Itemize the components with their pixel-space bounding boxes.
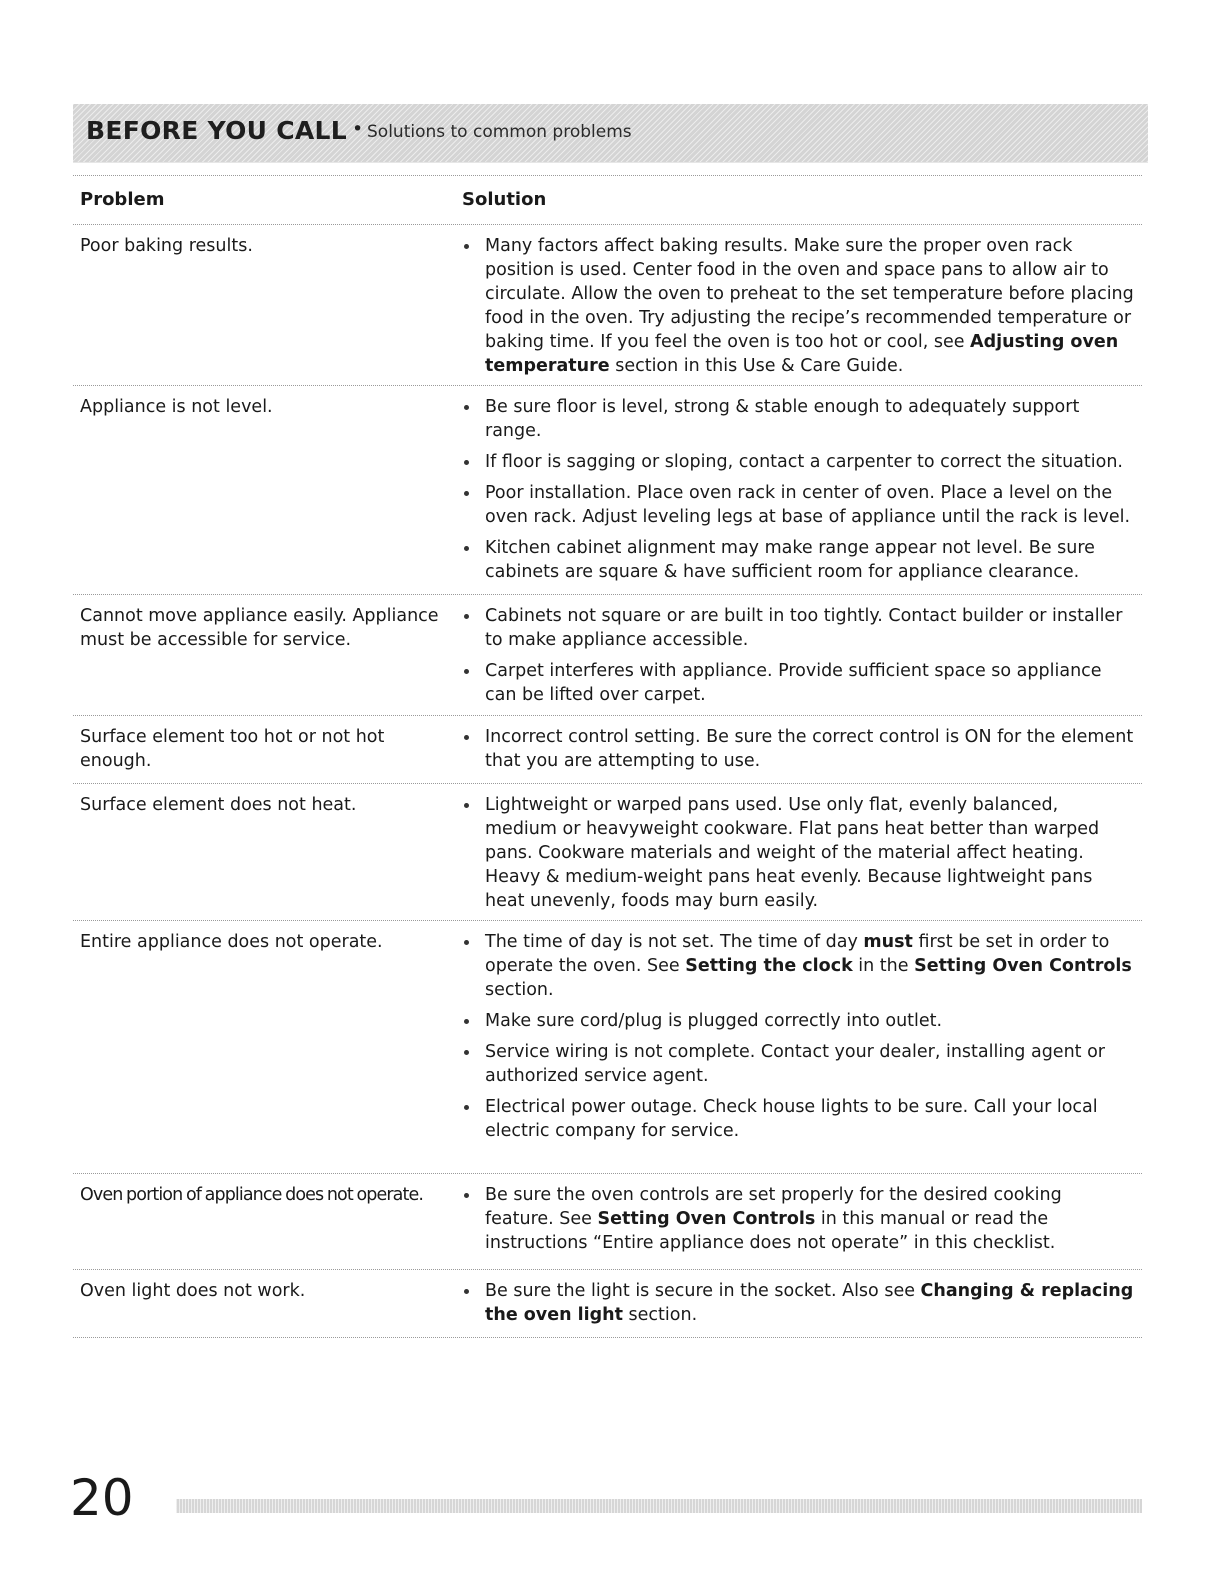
- solution-item: [462, 1040, 1134, 1088]
- solution-text: If floor is sagging or sloping, contact a carpenter to correct the situation.: [485, 452, 1123, 472]
- solution-list: [462, 1183, 1134, 1255]
- table-row: [73, 595, 1142, 716]
- solution-item: [462, 1009, 1134, 1033]
- banner-separator: •: [352, 118, 364, 140]
- problem-cell: Oven portion of appliance does not operate.: [80, 1185, 423, 1205]
- solution-item: [462, 481, 1134, 529]
- solution-item: [462, 1095, 1134, 1143]
- solution-bold-text: Adjusting oven temperature: [485, 332, 1119, 376]
- solution-text: The time of day is not set. The time of day: [485, 932, 864, 952]
- solution-text: first be set in order to operate the oven. See: [485, 932, 1110, 976]
- bullet-icon: [464, 460, 469, 465]
- bullet-icon: [464, 1019, 469, 1024]
- solution-text: Incorrect control setting. Be sure the correct control is ON for the element that you are attempting to use.: [485, 727, 1134, 771]
- solution-text: in this manual or read the instructions “Entire appliance does not operate” in this checklist.: [485, 1209, 1056, 1253]
- bullet-icon: [464, 1050, 469, 1055]
- problem-cell: Surface element too hot or not hot enough.: [80, 727, 385, 771]
- solution-list: [462, 395, 1134, 584]
- solution-text: Electrical power outage. Check house lights to be sure. Call your local electric company for service.: [485, 1097, 1098, 1141]
- header-solution: Solution: [462, 189, 547, 210]
- banner-title: BEFORE YOU CALL: [86, 116, 348, 145]
- solution-item: [462, 395, 1134, 443]
- table-row: [73, 921, 1142, 1174]
- bullet-icon: [464, 546, 469, 551]
- banner-subtitle: Solutions to common problems: [367, 122, 632, 142]
- solution-item: [462, 1183, 1134, 1255]
- solution-bold-text: Setting the clock: [685, 956, 853, 976]
- problem-cell: Oven light does not work.: [80, 1281, 306, 1301]
- solution-item: [462, 450, 1134, 474]
- solution-text: Be sure the oven controls are set properly for the desired cooking feature. See: [485, 1185, 1062, 1229]
- solution-text: Be sure floor is level, strong & stable enough to adequately support range.: [485, 397, 1080, 441]
- problem-cell: Entire appliance does not operate.: [80, 932, 383, 952]
- solution-text: Poor installation. Place oven rack in center of oven. Place a level on the oven rack. Adjust leveling legs at base of appliance until the rack is level.: [485, 483, 1131, 527]
- solution-list: [462, 234, 1134, 378]
- solution-item: [462, 604, 1134, 652]
- solution-bold-text: must: [863, 932, 913, 952]
- bullet-icon: [464, 940, 469, 945]
- bullet-icon: [464, 244, 469, 249]
- solution-list: [462, 725, 1134, 773]
- page-number: 20: [70, 1469, 134, 1527]
- table-row: [73, 716, 1142, 784]
- bullet-icon: [464, 1289, 469, 1294]
- problem-cell: Cannot move appliance easily. Appliance must be accessible for service.: [80, 606, 439, 650]
- solution-list: [462, 604, 1134, 707]
- solution-list: [462, 793, 1134, 913]
- footer-bar: [176, 1499, 1142, 1513]
- bullet-icon: [464, 1193, 469, 1198]
- table-header: [73, 175, 1142, 225]
- table-row: [73, 1270, 1142, 1338]
- table-row: [73, 784, 1142, 921]
- solution-text: Lightweight or warped pans used. Use only flat, evenly balanced, medium or heavyweight cookware. Flat pans heat better than warped pans. Cookware materials and weight of the material affect heating. Heavy & medium-weight pans heat evenly. Because lightweight pans heat unevenly, foods may burn easily.: [485, 795, 1100, 911]
- solution-list: [462, 930, 1134, 1143]
- bullet-icon: [464, 614, 469, 619]
- table-body: [73, 225, 1142, 1338]
- solution-item: [462, 793, 1134, 913]
- problem-cell: Surface element does not heat.: [80, 795, 357, 815]
- problem-cell: Appliance is not level.: [80, 397, 273, 417]
- bullet-icon: [464, 669, 469, 674]
- solution-list: [462, 1279, 1134, 1327]
- problem-cell: Poor baking results.: [80, 236, 253, 256]
- solution-text: Carpet interferes with appliance. Provide sufficient space so appliance can be lifted over carpet.: [485, 661, 1102, 705]
- solution-text: section.: [622, 1305, 698, 1325]
- solution-item: [462, 536, 1134, 584]
- solution-text: Make sure cord/plug is plugged correctly into outlet.: [485, 1011, 943, 1031]
- solution-bold-text: Setting Oven Controls: [914, 956, 1132, 976]
- solution-bold-text: Changing & replacing the oven light: [485, 1281, 1134, 1325]
- solution-text: Service wiring is not complete. Contact your dealer, installing agent or authorized service agent.: [485, 1042, 1105, 1086]
- solution-bold-text: Setting Oven Controls: [597, 1209, 816, 1229]
- solution-item: [462, 1279, 1134, 1327]
- solution-item: [462, 659, 1134, 707]
- solution-text: section.: [485, 980, 554, 1000]
- solution-text: Cabinets not square or are built in too tightly. Contact builder or installer to make appliance accessible.: [485, 606, 1123, 650]
- bullet-icon: [464, 735, 469, 740]
- solution-text: Kitchen cabinet alignment may make range appear not level. Be sure cabinets are square & have sufficient room for appliance clearance.: [485, 538, 1095, 582]
- troubleshooting-table: [73, 175, 1142, 1338]
- bullet-icon: [464, 405, 469, 410]
- solution-item: [462, 234, 1134, 378]
- table-row: [73, 386, 1142, 595]
- section-banner: [73, 104, 1148, 163]
- bullet-icon: [464, 803, 469, 808]
- solution-text: in the: [852, 956, 915, 976]
- table-row: [73, 225, 1142, 386]
- solution-item: [462, 930, 1134, 1002]
- header-problem: Problem: [80, 189, 165, 210]
- solution-text: Be sure the light is secure in the socket. Also see: [485, 1281, 921, 1301]
- solution-item: [462, 725, 1134, 773]
- bullet-icon: [464, 1105, 469, 1110]
- bullet-icon: [464, 491, 469, 496]
- table-row: [73, 1174, 1142, 1270]
- solution-text: section in this Use & Care Guide.: [609, 356, 904, 376]
- solution-text: Many factors affect baking results. Make sure the proper oven rack position is used. Center food in the oven and space pans to allow air to circulate. Allow the oven to preheat to the set temperature before placing food in the oven. Try adjusting the recipe’s recommended temperature or baking time. If you feel the oven is too hot or cool, see: [485, 236, 1134, 352]
